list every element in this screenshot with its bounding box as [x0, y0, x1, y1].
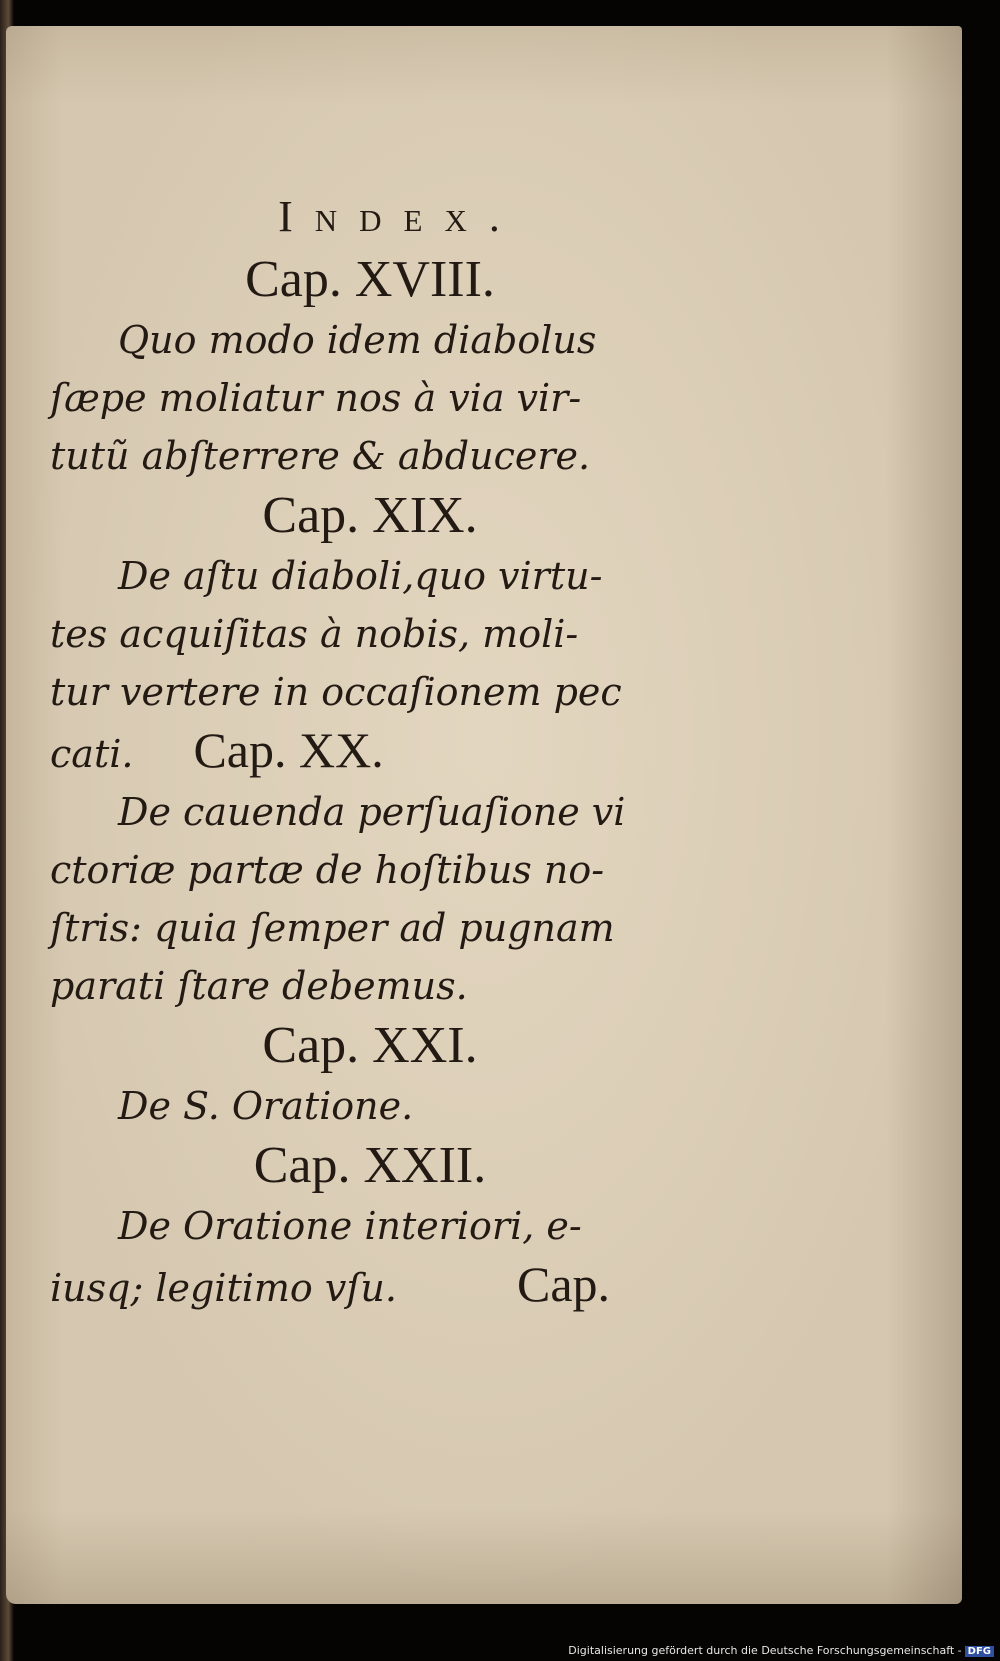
entry-line: ſtris: quia ſemper ad pugnam — [50, 906, 615, 950]
catchword-cap: Cap. — [516, 1256, 611, 1312]
index-text-block — [50, 185, 690, 1317]
chapter-entry-21 — [50, 1077, 690, 1135]
chapter-heading-20: Cap. XX. — [193, 722, 384, 778]
chapter-entry-20 — [50, 783, 690, 1015]
entry-line: De cauenda perſuaſione vi — [118, 790, 626, 834]
running-head: Index. — [278, 192, 522, 241]
entry-line-with-cap — [50, 1255, 690, 1317]
chapter-entry-22 — [50, 1197, 690, 1317]
entry-line: De Oratione interiori, e- — [118, 1204, 582, 1248]
chapter-heading-21: Cap. XXI. — [262, 1017, 478, 1074]
entry-line: tes acquiſitas à nobis, moli- — [50, 612, 579, 656]
digitization-credit — [568, 1644, 994, 1657]
entry-line: ctoriæ partæ de hoſtibus no- — [50, 848, 605, 892]
entry-line: ſæpe moliatur nos à via vir- — [50, 376, 582, 420]
chapter-heading-22: Cap. XXII. — [253, 1137, 487, 1194]
chapter-heading-18: Cap. XVIII. — [245, 251, 495, 308]
entry-line: tutũ abſterrere & abducere. — [50, 434, 591, 478]
chapter-heading-19: Cap. XIX. — [262, 487, 478, 544]
entry-line: iusq; legitimo vſu. — [50, 1266, 397, 1310]
dfg-logo: DFG — [965, 1646, 994, 1657]
entry-line: De aſtu diaboli,quo virtu- — [118, 554, 603, 598]
chapter-entry-18 — [50, 311, 690, 485]
entry-line: Quo modo idem diabolus — [118, 318, 597, 362]
entry-line: cati. — [50, 732, 134, 776]
entry-line-with-cap — [50, 721, 690, 783]
entry-line: tur vertere in occaſionem pec — [50, 670, 622, 714]
entry-line: parati ſtare debemus. — [50, 964, 468, 1008]
chapter-entry-19 — [50, 547, 690, 783]
credit-text: Digitalisierung gefördert durch die Deutsche Forschungsgemeinschaft - — [568, 1644, 962, 1657]
entry-line: De S. Oratione. — [118, 1084, 414, 1128]
